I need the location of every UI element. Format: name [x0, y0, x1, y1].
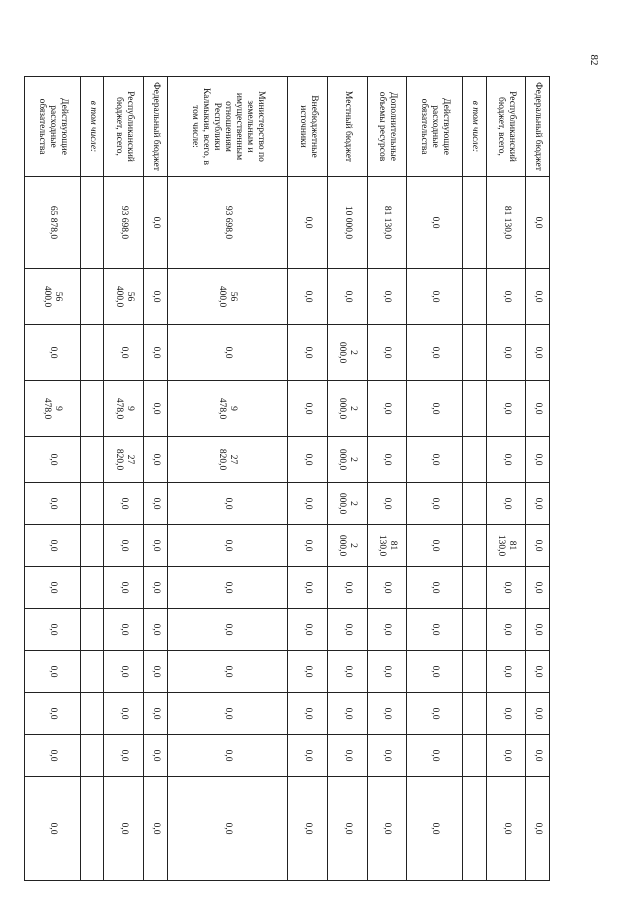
- value-cell: 0,0: [407, 381, 463, 437]
- value-cell: 0,0: [367, 381, 407, 437]
- value-cell: [463, 567, 487, 609]
- table-body: [25, 77, 550, 881]
- row-label: в том числе:: [80, 77, 104, 177]
- value-cell: [463, 177, 487, 269]
- value-cell: 2 000,0: [327, 483, 367, 525]
- value-cell: [463, 777, 487, 881]
- value-cell: 0,0: [288, 609, 328, 651]
- value-cell: 0,0: [25, 325, 81, 381]
- value-cell: 0,0: [144, 567, 168, 609]
- value-cell: [80, 567, 104, 609]
- row-label: Республиканский бюджет, всего,: [486, 77, 526, 177]
- value-cell: 0,0: [167, 567, 287, 609]
- value-cell: 2 000,0: [327, 325, 367, 381]
- value-cell: 93 698,0: [104, 177, 144, 269]
- row-label: Местный бюджет: [327, 77, 367, 177]
- value-cell: 0,0: [167, 483, 287, 525]
- value-cell: 0,0: [288, 777, 328, 881]
- value-cell: [463, 609, 487, 651]
- value-cell: 0,0: [526, 325, 550, 381]
- value-cell: 0,0: [526, 651, 550, 693]
- value-cell: [80, 735, 104, 777]
- value-cell: 9 478,0: [167, 381, 287, 437]
- value-cell: 0,0: [486, 651, 526, 693]
- value-cell: 93 698,0: [167, 177, 287, 269]
- value-cell: 0,0: [167, 777, 287, 881]
- value-cell: 0,0: [367, 651, 407, 693]
- value-cell: 0,0: [407, 777, 463, 881]
- table-row: [407, 77, 463, 881]
- value-cell: 0,0: [367, 325, 407, 381]
- value-cell: 56 400,0: [167, 269, 287, 325]
- value-cell: 0,0: [327, 269, 367, 325]
- value-cell: 0,0: [407, 325, 463, 381]
- value-cell: 0,0: [25, 609, 81, 651]
- value-cell: 10 000,0: [327, 177, 367, 269]
- value-cell: 0,0: [526, 735, 550, 777]
- value-cell: 0,0: [367, 269, 407, 325]
- value-cell: 0,0: [288, 567, 328, 609]
- value-cell: 0,0: [288, 381, 328, 437]
- table-row: [327, 77, 367, 881]
- value-cell: 0,0: [288, 269, 328, 325]
- value-cell: 0,0: [144, 609, 168, 651]
- value-cell: 81 130,0: [486, 525, 526, 567]
- table-row: [367, 77, 407, 881]
- value-cell: 0,0: [288, 177, 328, 269]
- value-cell: 0,0: [327, 777, 367, 881]
- value-cell: 2 000,0: [327, 525, 367, 567]
- value-cell: 0,0: [526, 177, 550, 269]
- value-cell: 56 400,0: [104, 269, 144, 325]
- value-cell: 2 000,0: [327, 381, 367, 437]
- row-label: Министерство по земельным и имущественным отношениям Республики Калмыкия, всего, в том числе:: [167, 77, 287, 177]
- value-cell: [80, 325, 104, 381]
- value-cell: 0,0: [25, 483, 81, 525]
- value-cell: [80, 651, 104, 693]
- value-cell: 0,0: [526, 609, 550, 651]
- value-cell: [80, 269, 104, 325]
- value-cell: 0,0: [144, 325, 168, 381]
- value-cell: [80, 437, 104, 483]
- row-label: Дополнительные объемы ресурсов: [367, 77, 407, 177]
- value-cell: 0,0: [25, 437, 81, 483]
- row-label: Внебюджетные источники: [288, 77, 328, 177]
- value-cell: 0,0: [327, 651, 367, 693]
- value-cell: 0,0: [25, 651, 81, 693]
- value-cell: 0,0: [486, 483, 526, 525]
- row-label: в том числе:: [463, 77, 487, 177]
- row-label: Федеральный бюджет: [526, 77, 550, 177]
- value-cell: 0,0: [526, 437, 550, 483]
- value-cell: 0,0: [167, 735, 287, 777]
- value-cell: 0,0: [327, 693, 367, 735]
- value-cell: 0,0: [144, 777, 168, 881]
- value-cell: 0,0: [486, 777, 526, 881]
- row-label: Действующие расходные обязательства: [407, 77, 463, 177]
- value-cell: 0,0: [144, 693, 168, 735]
- value-cell: 0,0: [367, 567, 407, 609]
- value-cell: 0,0: [486, 567, 526, 609]
- value-cell: 2 000,0: [327, 437, 367, 483]
- value-cell: [80, 609, 104, 651]
- value-cell: 0,0: [144, 177, 168, 269]
- value-cell: 0,0: [288, 325, 328, 381]
- value-cell: [463, 269, 487, 325]
- value-cell: 0,0: [407, 177, 463, 269]
- value-cell: 0,0: [526, 567, 550, 609]
- value-cell: 81 130,0: [367, 177, 407, 269]
- value-cell: 0,0: [144, 381, 168, 437]
- value-cell: [463, 651, 487, 693]
- value-cell: 0,0: [367, 777, 407, 881]
- value-cell: 0,0: [526, 777, 550, 881]
- value-cell: [80, 177, 104, 269]
- value-cell: 0,0: [288, 693, 328, 735]
- value-cell: 0,0: [104, 651, 144, 693]
- value-cell: 0,0: [104, 483, 144, 525]
- value-cell: 0,0: [367, 483, 407, 525]
- page-number: 82: [588, 54, 600, 66]
- value-cell: 0,0: [367, 437, 407, 483]
- value-cell: [463, 735, 487, 777]
- value-cell: 0,0: [486, 693, 526, 735]
- value-cell: 0,0: [25, 525, 81, 567]
- value-cell: [463, 525, 487, 567]
- value-cell: 81 130,0: [486, 177, 526, 269]
- value-cell: 0,0: [407, 567, 463, 609]
- value-cell: [463, 483, 487, 525]
- value-cell: 0,0: [327, 609, 367, 651]
- value-cell: 0,0: [144, 651, 168, 693]
- value-cell: 0,0: [407, 651, 463, 693]
- table-row: [486, 77, 526, 881]
- value-cell: 0,0: [486, 609, 526, 651]
- value-cell: 0,0: [526, 483, 550, 525]
- table-row: [144, 77, 168, 881]
- value-cell: [80, 381, 104, 437]
- table-row: [526, 77, 550, 881]
- value-cell: 0,0: [144, 269, 168, 325]
- value-cell: 0,0: [25, 735, 81, 777]
- value-cell: [463, 325, 487, 381]
- value-cell: 0,0: [288, 525, 328, 567]
- table-row: [80, 77, 104, 881]
- row-label: Республиканский бюджет, всего,: [104, 77, 144, 177]
- value-cell: 0,0: [104, 567, 144, 609]
- value-cell: 0,0: [407, 735, 463, 777]
- value-cell: [80, 525, 104, 567]
- table-row: [167, 77, 287, 881]
- value-cell: 0,0: [486, 735, 526, 777]
- value-cell: 0,0: [25, 693, 81, 735]
- rotated-table-wrapper: [24, 76, 550, 881]
- value-cell: 0,0: [486, 325, 526, 381]
- value-cell: 27 820,0: [104, 437, 144, 483]
- value-cell: 0,0: [167, 609, 287, 651]
- value-cell: 27 820,0: [167, 437, 287, 483]
- value-cell: 0,0: [407, 269, 463, 325]
- row-label: Действующие расходные обязательства: [25, 77, 81, 177]
- budget-table: [24, 76, 550, 881]
- value-cell: 0,0: [144, 525, 168, 567]
- value-cell: 0,0: [104, 693, 144, 735]
- value-cell: 0,0: [288, 651, 328, 693]
- value-cell: 0,0: [407, 525, 463, 567]
- value-cell: 56 400,0: [25, 269, 81, 325]
- value-cell: 65 878,0: [25, 177, 81, 269]
- value-cell: 0,0: [288, 437, 328, 483]
- value-cell: 0,0: [104, 735, 144, 777]
- value-cell: 0,0: [407, 609, 463, 651]
- row-label: Федеральный бюджет: [144, 77, 168, 177]
- value-cell: 0,0: [327, 735, 367, 777]
- value-cell: 0,0: [167, 693, 287, 735]
- value-cell: 0,0: [526, 525, 550, 567]
- value-cell: [463, 381, 487, 437]
- value-cell: 0,0: [144, 735, 168, 777]
- value-cell: 0,0: [167, 525, 287, 567]
- value-cell: [463, 437, 487, 483]
- value-cell: 0,0: [104, 525, 144, 567]
- value-cell: 0,0: [25, 567, 81, 609]
- table-row: [104, 77, 144, 881]
- value-cell: 0,0: [486, 437, 526, 483]
- value-cell: 0,0: [486, 381, 526, 437]
- value-cell: 0,0: [526, 381, 550, 437]
- value-cell: 0,0: [288, 483, 328, 525]
- value-cell: 0,0: [526, 269, 550, 325]
- value-cell: 0,0: [25, 777, 81, 881]
- value-cell: 0,0: [327, 567, 367, 609]
- value-cell: 0,0: [367, 735, 407, 777]
- value-cell: 0,0: [104, 609, 144, 651]
- value-cell: 9 478,0: [25, 381, 81, 437]
- table-row: [25, 77, 81, 881]
- value-cell: 0,0: [167, 651, 287, 693]
- value-cell: 0,0: [407, 483, 463, 525]
- value-cell: 0,0: [407, 437, 463, 483]
- table-row: [463, 77, 487, 881]
- value-cell: 0,0: [144, 437, 168, 483]
- value-cell: 0,0: [144, 483, 168, 525]
- value-cell: 0,0: [367, 693, 407, 735]
- value-cell: 0,0: [288, 735, 328, 777]
- value-cell: 0,0: [104, 777, 144, 881]
- value-cell: [80, 483, 104, 525]
- value-cell: 0,0: [407, 693, 463, 735]
- value-cell: 0,0: [486, 269, 526, 325]
- value-cell: 0,0: [167, 325, 287, 381]
- value-cell: 0,0: [367, 609, 407, 651]
- value-cell: [80, 693, 104, 735]
- value-cell: 0,0: [104, 325, 144, 381]
- table-row: [288, 77, 328, 881]
- value-cell: 81 130,0: [367, 525, 407, 567]
- value-cell: 9 478,0: [104, 381, 144, 437]
- value-cell: 0,0: [526, 693, 550, 735]
- value-cell: [463, 693, 487, 735]
- value-cell: [80, 777, 104, 881]
